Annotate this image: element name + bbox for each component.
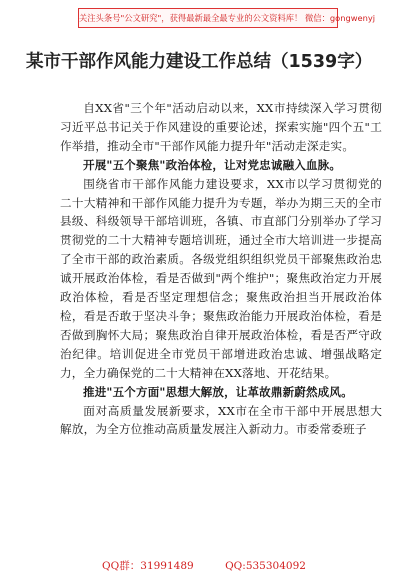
document-body [60, 99, 382, 439]
footer-qq-group: QQ群：31991489 [102, 560, 194, 572]
paragraph-intro: 自XX省"三个年"活动启动以来，XX市持续深入学习贯彻习近平总书记关于作风建设的重要论述，探索实施"四个五"工作举措，推动全市"干部作风能力提升年"活动走深走实。 [60, 101, 382, 153]
header-banner: 关注头条号"公文研究"，获得最新最全最专业的公文资料库！ 微信：gongwenyj [78, 8, 338, 28]
footer-qq: QQ:535304092 [225, 560, 306, 572]
document-title: 某市干部作风能力建设工作总结（1539字） [26, 52, 373, 72]
paragraph-section-2: 面对高质量发展新要求，XX市在全市干部中开展思想大解放，为全方位推动高质量发展注入新动力。市委常委班子 [60, 403, 382, 437]
paragraph-section-1: 围绕省市干部作风能力建设要求，XX市以学习贯彻党的二十大精神和干部作风能力提升为专题，举办为期三天的全市县级、科级领导干部培训班，各镇、市直部门分别举办了学习贯彻党的二十大精神专题培训班，通过全市大培训进一步提高了全市干部的政治素质。各级党组织组织党员干部聚焦政治忠诚开展政治体检，看是否做到"两个维护"；聚焦政治定力开展政治体检，看是否坚定理想信念；聚焦政治担当开展政治体检，看是否敢于坚决斗争；聚焦政治能力开展政治体检，看是否做到胸怀大局；聚焦政治自律开展政治体检，看是否严守政治纪律。培训促进全市党员干部增进政治忠诚、增强战略定力，全力确保党的二十大精神在XX落地、开花结果。 [60, 176, 382, 380]
section-heading-2: 推进"五个方面"思想大解放，让革故鼎新蔚然成风。 [83, 384, 353, 399]
footer-contact [0, 558, 408, 573]
section-heading-1: 开展"五个聚焦"政治体检，让对党忠诚融入血脉。 [83, 157, 342, 172]
